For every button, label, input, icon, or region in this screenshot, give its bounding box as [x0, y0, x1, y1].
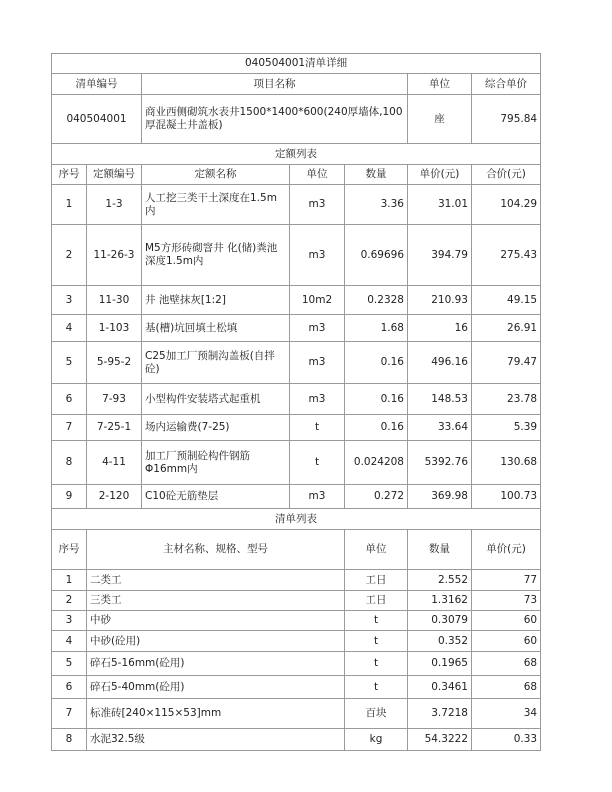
quota-row	[52, 225, 541, 286]
quota-unit: m3	[290, 225, 345, 286]
quota-price: 16	[408, 315, 472, 342]
quota-price-header: 单价(元)	[408, 165, 472, 185]
material-price: 0.33	[472, 729, 541, 751]
material-unit: t	[345, 631, 408, 652]
bill-row	[52, 95, 541, 144]
quota-price: 148.53	[408, 384, 472, 415]
quota-list	[52, 185, 541, 509]
material-name: 中砂(砼用)	[87, 631, 345, 652]
quota-total: 275.43	[472, 225, 541, 286]
quota-price: 5392.76	[408, 441, 472, 485]
quota-price: 496.16	[408, 342, 472, 384]
material-seq: 5	[52, 652, 87, 676]
bill-header-row	[52, 74, 541, 95]
material-row	[52, 570, 541, 591]
quota-unit-header: 单位	[290, 165, 345, 185]
quota-unit: m3	[290, 384, 345, 415]
material-seq: 7	[52, 699, 87, 729]
material-row	[52, 611, 541, 631]
quota-seq: 7	[52, 415, 87, 441]
bill-unit-price: 795.84	[472, 95, 541, 144]
quota-name: 井 池壁抹灰[1:2]	[142, 286, 290, 315]
quota-qty: 1.68	[345, 315, 408, 342]
material-seq: 8	[52, 729, 87, 751]
quota-row	[52, 315, 541, 342]
quota-qty: 0.69696	[345, 225, 408, 286]
material-name-header: 主材名称、规格、型号	[87, 530, 345, 570]
material-qty-header: 数量	[408, 530, 472, 570]
material-name: 碎石5-40mm(砼用)	[87, 676, 345, 699]
quota-qty: 0.16	[345, 342, 408, 384]
quota-row	[52, 441, 541, 485]
material-price: 34	[472, 699, 541, 729]
bill-unit: 座	[408, 95, 472, 144]
bill-name: 商业西侧砌筑水表井1500*1400*600(240厚墙体,100厚混凝土井盖板)	[142, 95, 408, 144]
quota-seq: 6	[52, 384, 87, 415]
material-unit: 工日	[345, 570, 408, 591]
quota-name: 场内运输费(7-25)	[142, 415, 290, 441]
quota-total: 23.78	[472, 384, 541, 415]
quota-qty: 0.2328	[345, 286, 408, 315]
quota-row	[52, 485, 541, 509]
material-section-title: 清单列表	[52, 509, 541, 530]
material-unit-header: 单位	[345, 530, 408, 570]
quota-section-title: 定额列表	[52, 144, 541, 165]
quota-name: C25加工厂预制沟盖板(自拌砼)	[142, 342, 290, 384]
quota-total: 104.29	[472, 185, 541, 225]
quota-total: 26.91	[472, 315, 541, 342]
quota-qty: 0.272	[345, 485, 408, 509]
quota-seq: 8	[52, 441, 87, 485]
quota-seq: 3	[52, 286, 87, 315]
quota-unit: m3	[290, 485, 345, 509]
quota-seq: 5	[52, 342, 87, 384]
material-price: 60	[472, 611, 541, 631]
material-seq: 6	[52, 676, 87, 699]
quota-total: 49.15	[472, 286, 541, 315]
material-qty: 0.1965	[408, 652, 472, 676]
quota-code: 7-93	[87, 384, 142, 415]
quota-price: 210.93	[408, 286, 472, 315]
material-seq-header: 序号	[52, 530, 87, 570]
bill-unit-header: 单位	[408, 74, 472, 95]
material-name: 中砂	[87, 611, 345, 631]
quota-unit: t	[290, 415, 345, 441]
material-price: 77	[472, 570, 541, 591]
quota-name: C10砼无筋垫层	[142, 485, 290, 509]
quota-qty-header: 数量	[345, 165, 408, 185]
material-row	[52, 729, 541, 751]
quota-code: 1-103	[87, 315, 142, 342]
material-row	[52, 652, 541, 676]
material-seq: 4	[52, 631, 87, 652]
material-qty: 1.3162	[408, 591, 472, 611]
quota-total: 5.39	[472, 415, 541, 441]
quota-row	[52, 415, 541, 441]
quota-seq: 2	[52, 225, 87, 286]
quota-qty: 0.16	[345, 415, 408, 441]
material-qty: 54.3222	[408, 729, 472, 751]
quota-seq: 4	[52, 315, 87, 342]
material-row	[52, 631, 541, 652]
quota-name: 小型构件安装塔式起重机	[142, 384, 290, 415]
quota-name: 人工挖三类干土深度在1.5m内	[142, 185, 290, 225]
material-row	[52, 699, 541, 729]
material-seq: 3	[52, 611, 87, 631]
material-unit: t	[345, 611, 408, 631]
quota-code: 5-95-2	[87, 342, 142, 384]
quota-qty: 3.36	[345, 185, 408, 225]
material-row	[52, 676, 541, 699]
material-price: 73	[472, 591, 541, 611]
quota-price: 369.98	[408, 485, 472, 509]
quota-code-header: 定额编号	[87, 165, 142, 185]
material-seq: 2	[52, 591, 87, 611]
sheet-title: 040504001清单详细	[52, 54, 541, 74]
material-qty: 0.352	[408, 631, 472, 652]
quota-unit: 10m2	[290, 286, 345, 315]
bill-unit-price-header: 综合单价	[472, 74, 541, 95]
material-list	[52, 570, 541, 751]
material-name: 标准砖[240×115×53]mm	[87, 699, 345, 729]
material-price: 68	[472, 652, 541, 676]
quota-name: 加工厂预制砼构件钢筋Φ16mm内	[142, 441, 290, 485]
bill-name-header: 项目名称	[142, 74, 408, 95]
material-unit: 百块	[345, 699, 408, 729]
quota-seq-header: 序号	[52, 165, 87, 185]
quota-row	[52, 286, 541, 315]
material-price: 68	[472, 676, 541, 699]
material-unit: 工日	[345, 591, 408, 611]
quota-seq: 9	[52, 485, 87, 509]
quota-header-row	[52, 165, 541, 185]
quota-price: 33.64	[408, 415, 472, 441]
material-qty: 0.3079	[408, 611, 472, 631]
material-name: 碎石5-16mm(砼用)	[87, 652, 345, 676]
quota-qty: 0.024208	[345, 441, 408, 485]
material-name: 水泥32.5级	[87, 729, 345, 751]
quota-name: 基(槽)坑回填土松填	[142, 315, 290, 342]
quota-row	[52, 342, 541, 384]
quota-code: 4-11	[87, 441, 142, 485]
material-header-row	[52, 530, 541, 570]
quota-code: 1-3	[87, 185, 142, 225]
quota-price: 394.79	[408, 225, 472, 286]
material-unit: t	[345, 676, 408, 699]
quota-code: 7-25-1	[87, 415, 142, 441]
quota-unit: m3	[290, 315, 345, 342]
quota-row	[52, 384, 541, 415]
quota-seq: 1	[52, 185, 87, 225]
quota-name: M5方形砖砌窨井 化(储)粪池深度1.5m内	[142, 225, 290, 286]
quota-unit: m3	[290, 342, 345, 384]
quota-name-header: 定额名称	[142, 165, 290, 185]
bill-code: 040504001	[52, 95, 142, 144]
quota-qty: 0.16	[345, 384, 408, 415]
material-name: 三类工	[87, 591, 345, 611]
bill-code-header: 清单编号	[52, 74, 142, 95]
quota-code: 11-30	[87, 286, 142, 315]
quota-total-header: 合价(元)	[472, 165, 541, 185]
material-unit: t	[345, 652, 408, 676]
material-row	[52, 591, 541, 611]
quota-row	[52, 185, 541, 225]
quota-code: 2-120	[87, 485, 142, 509]
material-name: 二类工	[87, 570, 345, 591]
detail-table	[51, 53, 541, 751]
material-seq: 1	[52, 570, 87, 591]
material-price: 60	[472, 631, 541, 652]
material-qty: 0.3461	[408, 676, 472, 699]
material-unit: kg	[345, 729, 408, 751]
material-qty: 3.7218	[408, 699, 472, 729]
material-price-header: 单价(元)	[472, 530, 541, 570]
quota-price: 31.01	[408, 185, 472, 225]
quota-total: 100.73	[472, 485, 541, 509]
quota-total: 79.47	[472, 342, 541, 384]
material-qty: 2.552	[408, 570, 472, 591]
quota-unit: m3	[290, 185, 345, 225]
quota-code: 11-26-3	[87, 225, 142, 286]
detail-sheet	[51, 53, 540, 751]
quota-total: 130.68	[472, 441, 541, 485]
quota-unit: t	[290, 441, 345, 485]
